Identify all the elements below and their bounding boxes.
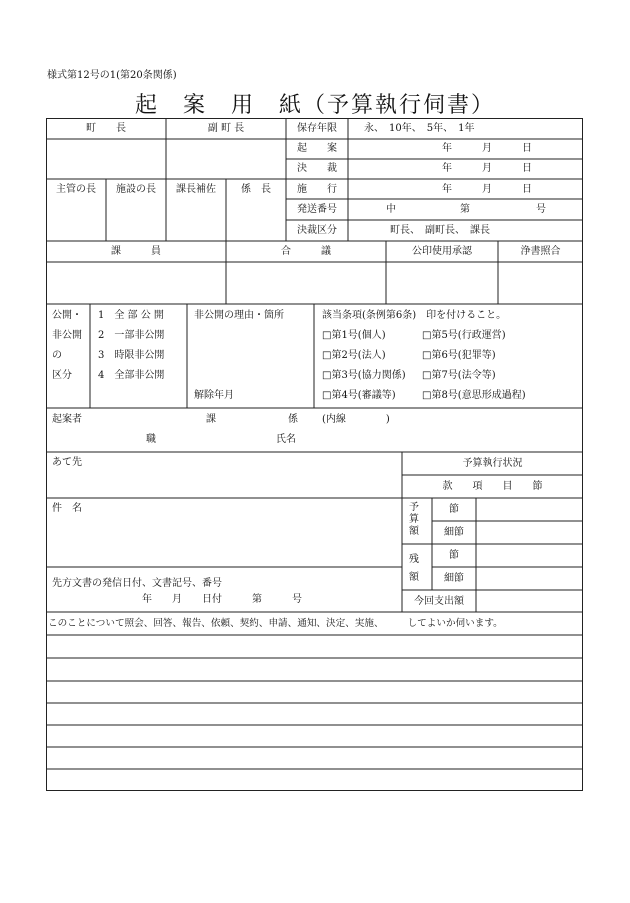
retention-options: 永、 10年、 5年、 1年 xyxy=(364,123,475,134)
clean-copy-label: 浄書照合 xyxy=(520,246,561,257)
disclosure-label-2: 非公開 xyxy=(52,330,82,341)
facility-head-label: 施設の長 xyxy=(116,184,156,195)
enforced-date: 年 月 日 xyxy=(442,184,532,195)
assistant-chief-label: 課長補佐 xyxy=(176,184,216,195)
article-checkbox[interactable]: □第4号(審議等) xyxy=(322,390,396,401)
article-checkbox[interactable]: □第2号(法人) xyxy=(322,350,386,361)
drafter-extension: (内線 ) xyxy=(322,414,390,425)
drafter-label: 起案者 xyxy=(52,414,82,425)
disclosure-label-3: の xyxy=(52,350,62,361)
disclosure-label-1: 公開・ xyxy=(52,310,82,321)
articles-header: 該当条項(条例第6条) 印を付けること。 xyxy=(322,310,507,321)
dispatch-label: 発送番号 xyxy=(297,204,337,215)
chief-label: 係 長 xyxy=(241,184,271,195)
sender-doc-label: 先方文書の発信日付、文書記号、番号 xyxy=(52,578,222,589)
article-checkbox[interactable]: □第6号(犯罪等) xyxy=(422,350,496,361)
expenditure-label: 今回支出額 xyxy=(414,596,464,607)
form-grid-lines xyxy=(46,118,583,791)
drafter-unit: 係 xyxy=(288,414,298,425)
article-checkbox[interactable]: □第7号(法令等) xyxy=(422,370,496,381)
subject-label: 件 名 xyxy=(52,503,82,514)
disclosure-label-4: 区分 xyxy=(52,370,72,381)
article-checkbox[interactable]: □第8号(意思形成過程) xyxy=(422,390,526,401)
budget-amount-label: 予算額 xyxy=(409,502,419,537)
article-checkbox[interactable]: □第3号(協力関係) xyxy=(322,370,406,381)
nondisclosure-reason-label: 非公開の理由・箇所 xyxy=(194,310,284,321)
dispatch-prefix: 中 xyxy=(386,204,396,215)
staff-label: 課 員 xyxy=(111,246,161,257)
budget-columns: 款 項 目 節 xyxy=(442,481,543,492)
decision-class-label: 決裁区分 xyxy=(297,225,337,236)
page-title: 起 案 用 紙（予算執行伺書） xyxy=(134,93,495,118)
article-checkbox[interactable]: □第1号(個人) xyxy=(322,330,386,341)
disclosure-option: 3 時限非公開 xyxy=(98,350,165,361)
town-mayor-label: 町 長 xyxy=(86,123,126,134)
section-head-label: 主管の長 xyxy=(56,184,96,195)
approval-form xyxy=(46,118,583,791)
dispatch-middle: 第 xyxy=(460,204,470,215)
budget-section: 節 xyxy=(449,504,459,515)
inquiry-statement: このことについて照会、回答、報告、依頼、契約、申請、通知、決定、実施、 してよいか伺います。 xyxy=(48,618,503,629)
drafted-label: 起 案 xyxy=(297,143,337,154)
dispatch-suffix: 号 xyxy=(536,204,546,215)
decided-date: 年 月 日 xyxy=(442,163,532,174)
disclosure-option: 4 全部非公開 xyxy=(98,370,165,381)
drafter-section: 課 xyxy=(206,414,216,425)
remaining-amount-label: 残額 xyxy=(409,554,419,583)
remaining-subsection: 細節 xyxy=(444,573,464,584)
remaining-section: 節 xyxy=(449,550,459,561)
addressee-label: あて先 xyxy=(52,457,82,468)
drafter-name: 氏名 xyxy=(276,434,296,445)
enforced-label: 施 行 xyxy=(297,184,337,195)
article-checkbox[interactable]: □第5号(行政運営) xyxy=(422,330,506,341)
form-id: 様式第12号の1(第20条関係) xyxy=(47,70,177,81)
budget-status-header: 予算執行状況 xyxy=(462,458,523,469)
decision-class-options: 町長、 副町長、 課長 xyxy=(390,225,490,236)
sender-doc-line: 年 月 日付 第 号 xyxy=(142,594,302,605)
deputy-mayor-label: 副 町 長 xyxy=(207,123,245,134)
seal-approval-label: 公印使用承認 xyxy=(412,246,472,257)
release-date-label: 解除年月 xyxy=(194,390,234,401)
budget-subsection: 細節 xyxy=(444,527,464,538)
disclosure-option: 1 全 部 公 開 xyxy=(98,310,164,321)
retention-label: 保存年限 xyxy=(297,123,337,134)
disclosure-option: 2 一部非公開 xyxy=(98,330,165,341)
drafter-position: 職 xyxy=(146,434,156,445)
drafted-date: 年 月 日 xyxy=(442,143,532,154)
consult-label: 合 議 xyxy=(281,246,331,257)
decided-label: 決 裁 xyxy=(297,163,337,174)
